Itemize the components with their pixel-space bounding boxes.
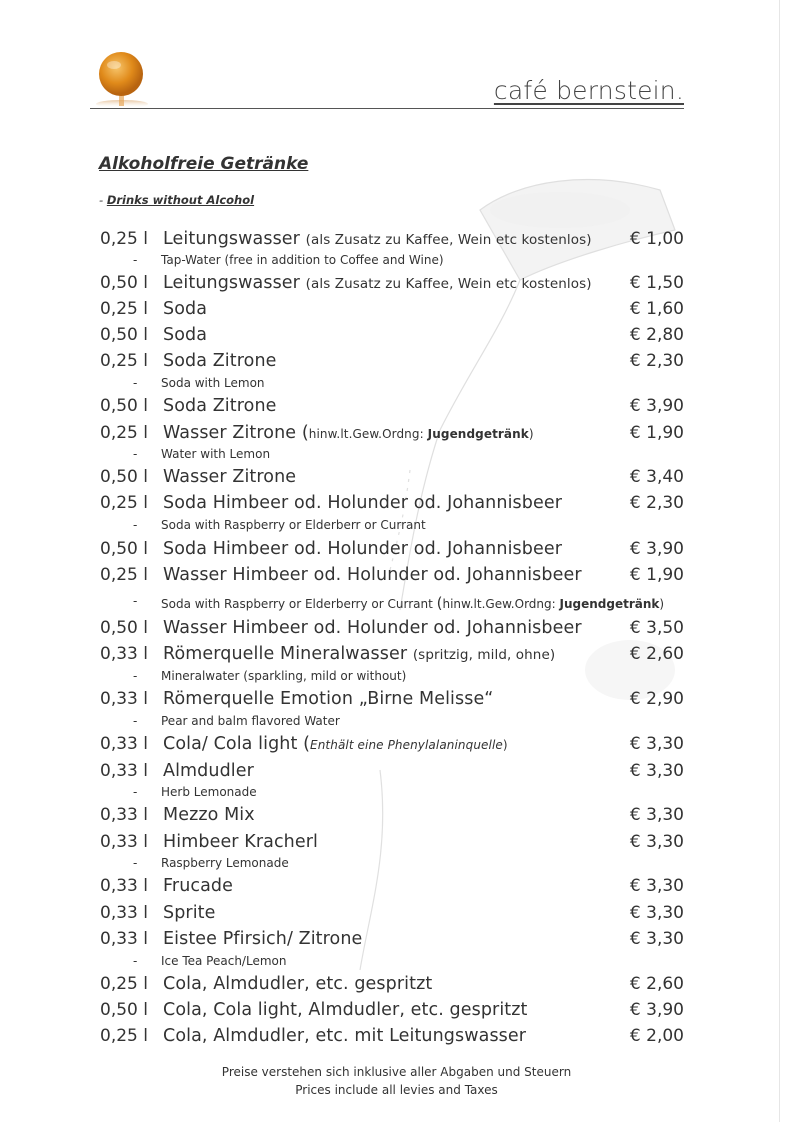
price: € 2,60: [629, 644, 684, 664]
volume: 0,33 l: [100, 805, 148, 825]
section-title: Alkoholfreie Getränke: [99, 154, 309, 174]
drink-name: [163, 423, 534, 443]
drink-name: Wasser Zitrone: [163, 467, 297, 487]
menu-row: [0, 974, 793, 996]
volume: 0,25 l: [100, 493, 148, 513]
volume: 0,50 l: [100, 273, 148, 293]
menu-row: [0, 618, 793, 640]
drink-note: (als Zusatz zu Kaffee, Wein etc kostenlos): [305, 276, 592, 292]
volume: 0,25 l: [100, 299, 148, 319]
dash: -: [133, 594, 138, 608]
volume: 0,33 l: [100, 761, 148, 781]
menu-row: [0, 565, 793, 587]
youth-drink-label: Jugendgetränk: [427, 427, 529, 441]
menu-row: [0, 229, 793, 251]
drink-name: Sprite: [163, 903, 216, 923]
dash: -: [133, 376, 138, 390]
volume: 0,50 l: [100, 1000, 148, 1020]
drink-note: Enthält eine Phenylalaninquelle: [310, 738, 503, 752]
price: € 3,50: [629, 618, 684, 638]
dash: -: [133, 714, 138, 728]
drink-name: [163, 644, 555, 664]
price: € 2,30: [629, 351, 684, 371]
translation: Soda with Raspberry or Elderberr or Currant: [161, 518, 426, 532]
footer-price-note-en: Prices include all levies and Taxes: [295, 1083, 498, 1097]
note-close: ): [502, 738, 508, 752]
volume: 0,25 l: [100, 229, 148, 249]
drink-name: Almdudler: [163, 761, 254, 781]
menu-row: [0, 903, 793, 925]
price: € 1,90: [629, 565, 684, 585]
drink-title: Römerquelle Mineralwasser: [163, 644, 408, 664]
drink-name: Soda Zitrone: [163, 396, 277, 416]
volume: 0,33 l: [100, 929, 148, 949]
drink-name: [163, 734, 508, 754]
drink-name: Soda Himbeer od. Holunder od. Johannisbeer: [163, 493, 562, 513]
translation-row: [0, 253, 793, 269]
subtitle-text: Drinks without Alcohol: [106, 193, 255, 207]
price: € 3,30: [629, 903, 684, 923]
translation-row: [0, 856, 793, 872]
note-open: (: [301, 423, 309, 443]
price: € 3,90: [629, 1000, 684, 1020]
dash: -: [133, 253, 138, 267]
menu-row: [0, 1026, 793, 1048]
volume: 0,50 l: [100, 539, 148, 559]
drink-name: Frucade: [163, 876, 233, 896]
menu-row: [0, 644, 793, 666]
translation: Herb Lemonade: [161, 785, 257, 799]
translation: Mineralwater (sparkling, mild or without): [161, 669, 407, 683]
menu-row: [0, 832, 793, 854]
volume: 0,25 l: [100, 974, 148, 994]
drink-title: Cola/ Cola light: [163, 734, 298, 754]
volume: 0,33 l: [100, 689, 148, 709]
price: € 1,50: [629, 273, 684, 293]
dash: -: [133, 856, 138, 870]
drink-name: Mezzo Mix: [163, 805, 255, 825]
drink-name: Cola, Almdudler, etc. mit Leitungswasser: [163, 1026, 527, 1046]
menu-row: [0, 761, 793, 783]
subtitle-prefix: -: [99, 193, 107, 207]
drink-name: Himbeer Kracherl: [163, 832, 318, 852]
menu-row: [0, 876, 793, 898]
price: € 3,90: [629, 539, 684, 559]
translation: Tap-Water (free in addition to Coffee and Wine): [161, 253, 444, 267]
translation-row: [0, 594, 793, 610]
translation-row: [0, 376, 793, 392]
volume: 0,33 l: [100, 903, 148, 923]
translation-text: Soda with Raspberry or Elderberry or Currant: [161, 597, 433, 611]
volume: 0,33 l: [100, 734, 148, 754]
youth-drink-label: Jugendgetränk: [559, 597, 660, 611]
translation: [161, 594, 664, 612]
drink-name: Wasser Himbeer od. Holunder od. Johannisbeer: [163, 565, 582, 585]
translation-row: [0, 447, 793, 463]
volume: 0,33 l: [100, 876, 148, 896]
price: € 3,30: [629, 832, 684, 852]
drink-name: Soda Himbeer od. Holunder od. Johannisbeer: [163, 539, 562, 559]
drink-name: Soda Zitrone: [163, 351, 277, 371]
menu-row: [0, 805, 793, 827]
brand-name: café bernstein.: [493, 76, 684, 105]
menu-row: [0, 734, 793, 756]
price: € 2,80: [629, 325, 684, 345]
drink-name: Römerquelle Emotion „Birne Melisse“: [163, 689, 494, 709]
menu-row: [0, 396, 793, 418]
drink-title: Leitungswasser: [163, 229, 300, 249]
menu-row: [0, 325, 793, 347]
drink-title: Wasser Zitrone: [163, 423, 297, 443]
translation: Soda with Lemon: [161, 376, 265, 390]
note-open: (: [436, 594, 443, 612]
translation: Ice Tea Peach/Lemon: [161, 954, 287, 968]
menu-row: [0, 299, 793, 321]
menu-row: [0, 689, 793, 711]
translation-row: [0, 785, 793, 801]
dash: -: [133, 954, 138, 968]
translation-row: [0, 669, 793, 685]
price: € 2,30: [629, 493, 684, 513]
translation-note: hinw.lt.Gew.Ordng:: [442, 597, 560, 611]
drink-name: Cola, Almdudler, etc. gespritzt: [163, 974, 433, 994]
translation: Raspberry Lemonade: [161, 856, 289, 870]
price: € 3,30: [629, 929, 684, 949]
drink-name: Wasser Himbeer od. Holunder od. Johannisbeer: [163, 618, 582, 638]
translation: Pear and balm flavored Water: [161, 714, 340, 728]
volume: 0,50 l: [100, 396, 148, 416]
volume: 0,25 l: [100, 1026, 148, 1046]
volume: 0,50 l: [100, 618, 148, 638]
price: € 3,30: [629, 805, 684, 825]
drink-note: (spritzig, mild, ohne): [412, 647, 556, 663]
price: € 3,90: [629, 396, 684, 416]
price: € 1,00: [629, 229, 684, 249]
drink-name: [163, 273, 592, 293]
menu-row: [0, 351, 793, 373]
price: € 3,30: [629, 761, 684, 781]
translation-row: [0, 518, 793, 534]
dash: -: [133, 447, 138, 461]
price: € 3,30: [629, 876, 684, 896]
price: € 3,40: [629, 467, 684, 487]
note-close: ): [659, 597, 665, 611]
drink-name: Soda: [163, 299, 208, 319]
volume: 0,33 l: [100, 832, 148, 852]
menu-row: [0, 539, 793, 561]
drink-name: Cola, Cola light, Almdudler, etc. gespritzt: [163, 1000, 528, 1020]
dash: -: [133, 518, 138, 532]
translation-row: [0, 954, 793, 970]
volume: 0,25 l: [100, 351, 148, 371]
price: € 2,60: [629, 974, 684, 994]
price: € 2,00: [629, 1026, 684, 1046]
menu-row: [0, 1000, 793, 1022]
drink-note: hinw.lt.Gew.Ordng:: [308, 427, 428, 441]
dash: -: [133, 785, 138, 799]
volume: 0,50 l: [100, 467, 148, 487]
drink-name: [163, 229, 592, 249]
menu-row: [0, 273, 793, 295]
volume: 0,50 l: [100, 325, 148, 345]
price: € 1,90: [629, 423, 684, 443]
menu-row: [0, 467, 793, 489]
menu-row: [0, 423, 793, 445]
menu-row: [0, 929, 793, 951]
dash: -: [133, 669, 138, 683]
price: € 1,60: [629, 299, 684, 319]
volume: 0,25 l: [100, 423, 148, 443]
drink-name: Eistee Pfirsich/ Zitrone: [163, 929, 363, 949]
translation: Water with Lemon: [161, 447, 271, 461]
note-open: (: [303, 734, 311, 754]
price: € 2,90: [629, 689, 684, 709]
footer-price-note-de: Preise verstehen sich inklusive aller Abgaben und Steuern: [221, 1065, 572, 1079]
volume: 0,33 l: [100, 644, 148, 664]
translation-row: [0, 714, 793, 730]
drink-note: (als Zusatz zu Kaffee, Wein etc kostenlos): [305, 232, 592, 248]
drink-name: Soda: [163, 325, 208, 345]
volume: 0,25 l: [100, 565, 148, 585]
price: € 3,30: [629, 734, 684, 754]
drink-title: Leitungswasser: [163, 273, 300, 293]
note-close: ): [528, 427, 534, 441]
menu-row: [0, 493, 793, 515]
